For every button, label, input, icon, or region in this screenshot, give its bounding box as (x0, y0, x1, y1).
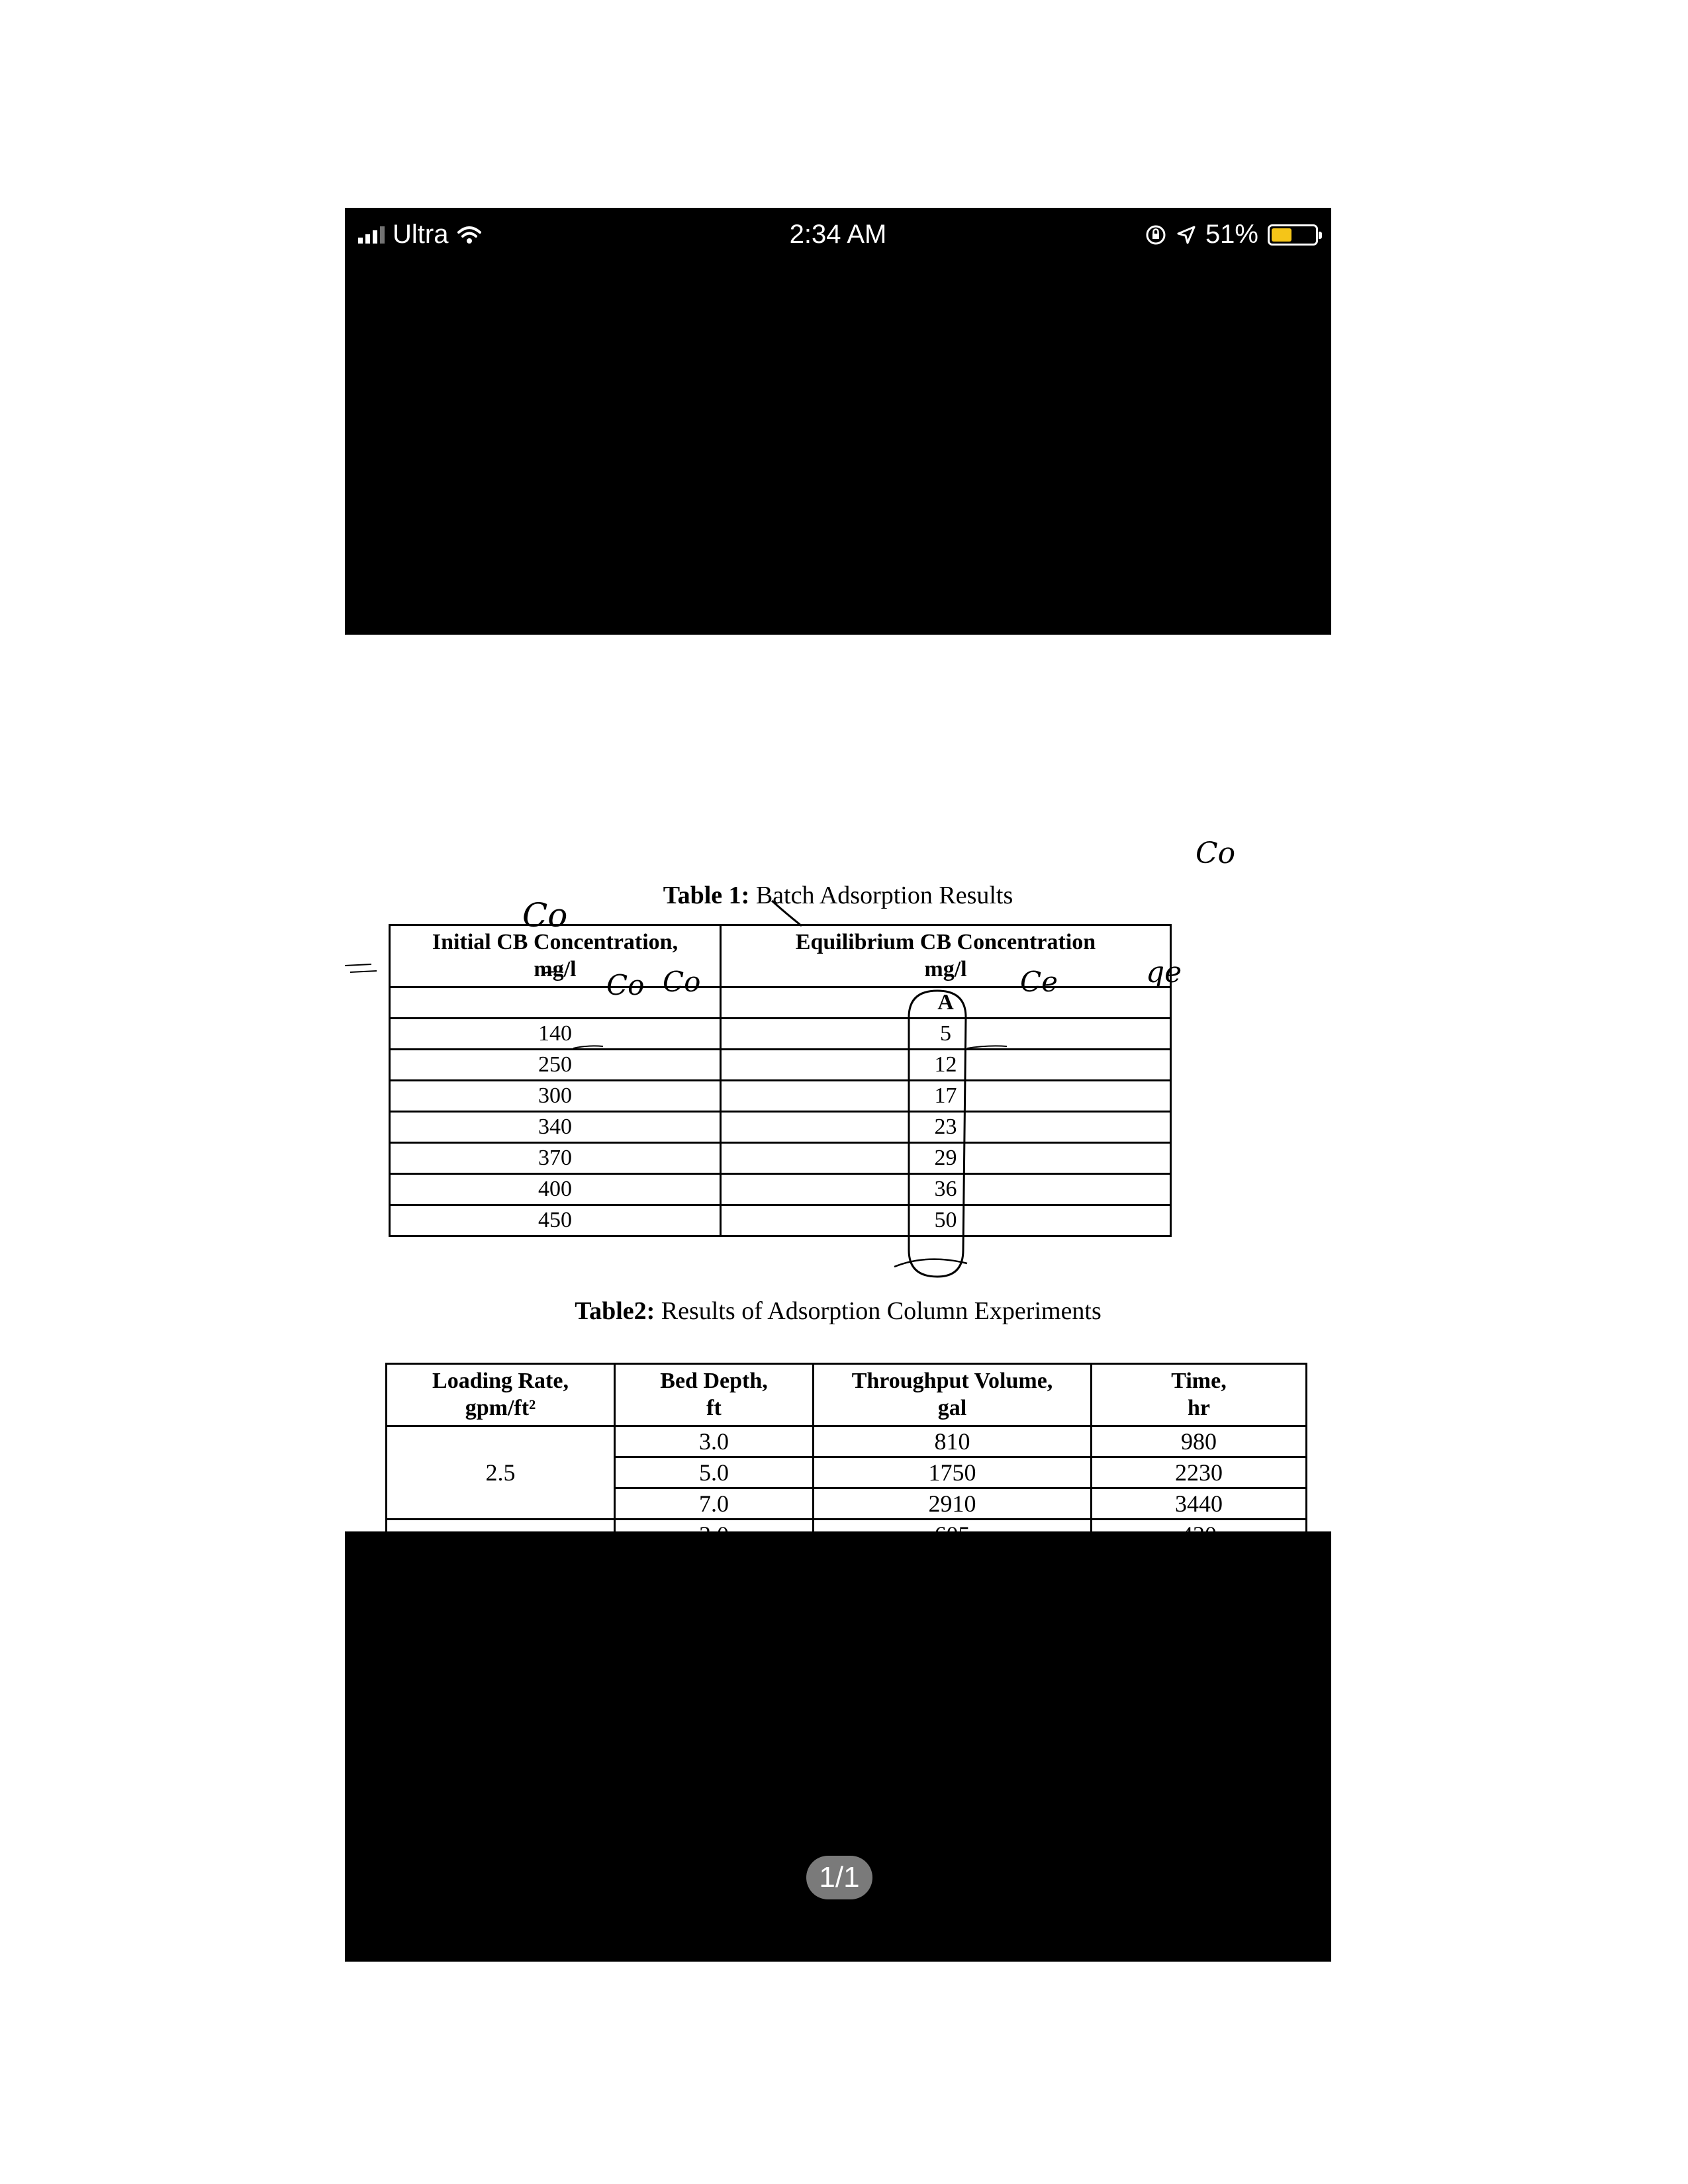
throughput-volume-header: Throughput Volume, gal (814, 1364, 1092, 1426)
loading-rate-cell: 5.0 (387, 1520, 615, 1613)
table-cell: 980 (1092, 1426, 1307, 1457)
handwritten-co-label: Co (1196, 837, 1236, 870)
table-cell: 36 (721, 1174, 1171, 1205)
table-cell: 29 (721, 1143, 1171, 1174)
table-row (390, 1081, 1171, 1112)
handwritten-qe-label: qe (1146, 956, 1182, 989)
handwritten-co-label: Co (606, 969, 645, 1001)
table1-subheader-a: A (721, 987, 1171, 1019)
table-cell: 370 (390, 1143, 721, 1174)
table-cell: 810 (814, 1426, 1092, 1457)
page-indicator[interactable]: 1/1 (806, 1856, 872, 1899)
table-cell: 9.0 (615, 1582, 814, 1613)
document-photo (345, 635, 1331, 1704)
table-row (387, 1426, 1307, 1457)
table-cell: 12 (721, 1050, 1171, 1081)
table-cell: 5 (721, 1019, 1171, 1050)
table-row (390, 1143, 1171, 1174)
status-time: 2:34 AM (789, 220, 887, 249)
table-cell: 605 (814, 1520, 1092, 1551)
table-row (390, 1019, 1171, 1050)
table-cell: 140 (390, 1019, 721, 1050)
table1-caption: Table 1: Batch Adsorption Results (663, 882, 1013, 909)
status-bar (345, 208, 1331, 261)
table-cell: 1495 (814, 1551, 1092, 1582)
battery-fill (1272, 228, 1291, 242)
initial-concentration-header: Initial CB Concentration, mg/l (390, 925, 721, 987)
time-header: Time, hr (1092, 1364, 1307, 1426)
table-cell: 12.0 (615, 1675, 814, 1706)
table-cell: 2781 (814, 1644, 1092, 1675)
loading-rate-cell: 7.5 (387, 1613, 615, 1706)
table-cell: 3.0 (615, 1520, 814, 1551)
table-cell: 2230 (1092, 1457, 1307, 1488)
handwritten-co-label: Co (663, 966, 701, 998)
table-cell: 1750 (814, 1457, 1092, 1488)
location-icon (1176, 225, 1196, 245)
table-cell: 300 (390, 1081, 721, 1112)
table-cell: 1000 (1092, 1551, 1307, 1582)
table-cell: 5.0 (615, 1551, 814, 1582)
table2-caption: Table2: Results of Adsorption Column Experiments (575, 1297, 1102, 1325)
table-cell: 4000 (814, 1675, 1092, 1706)
table-cell: 3440 (1092, 1488, 1307, 1520)
loading-rate-header: Loading Rate, gpm/ft² (387, 1364, 615, 1426)
table-cell: 452 (1092, 1613, 1307, 1644)
bed-depth-header: Bed Depth, ft (615, 1364, 814, 1426)
table-row (390, 1205, 1171, 1236)
table-row (390, 1050, 1171, 1081)
table-cell: 1183 (814, 1613, 1092, 1644)
handwritten-ce-label: Ce (1020, 966, 1058, 998)
table-cell: 5.0 (615, 1457, 814, 1488)
photo-viewer[interactable] (345, 208, 1331, 1962)
table-cell: 50 (721, 1205, 1171, 1236)
table-cell: 400 (390, 1174, 721, 1205)
loading-rate-cell: 2.5 (387, 1426, 615, 1520)
table-cell: 17 (721, 1081, 1171, 1112)
handwritten-co-label: Co (522, 896, 568, 934)
table-cell: 450 (390, 1205, 721, 1236)
table-cell: 23 (721, 1112, 1171, 1143)
table-cell: 340 (390, 1112, 721, 1143)
table-cell: 420 (1092, 1520, 1307, 1551)
table-cell: 250 (390, 1050, 721, 1081)
table-row (387, 1613, 1307, 1644)
table-row (390, 1112, 1171, 1143)
equilibrium-concentration-header: Equilibrium CB Concentration mg/l (721, 925, 1171, 987)
table-cell: 3180 (814, 1582, 1092, 1613)
table-cell: 1075 (1092, 1644, 1307, 1675)
table-row (387, 1520, 1307, 1551)
battery-icon (1268, 224, 1318, 246)
table-cell: 2910 (814, 1488, 1092, 1520)
table-cell: 7.0 (615, 1488, 814, 1520)
table-cell: 2185 (1092, 1582, 1307, 1613)
table-cell: 5.0 (615, 1613, 814, 1644)
table-row (390, 1174, 1171, 1205)
table-cell: 9.0 (615, 1644, 814, 1675)
battery-percent: 51% (1205, 220, 1258, 249)
adsorption-column-table (385, 1363, 1307, 1707)
table-cell: 3.0 (615, 1426, 814, 1457)
table-cell: 1564 (1092, 1675, 1307, 1706)
orientation-lock-icon (1145, 224, 1167, 246)
carrier-name: Ultra (393, 220, 449, 249)
